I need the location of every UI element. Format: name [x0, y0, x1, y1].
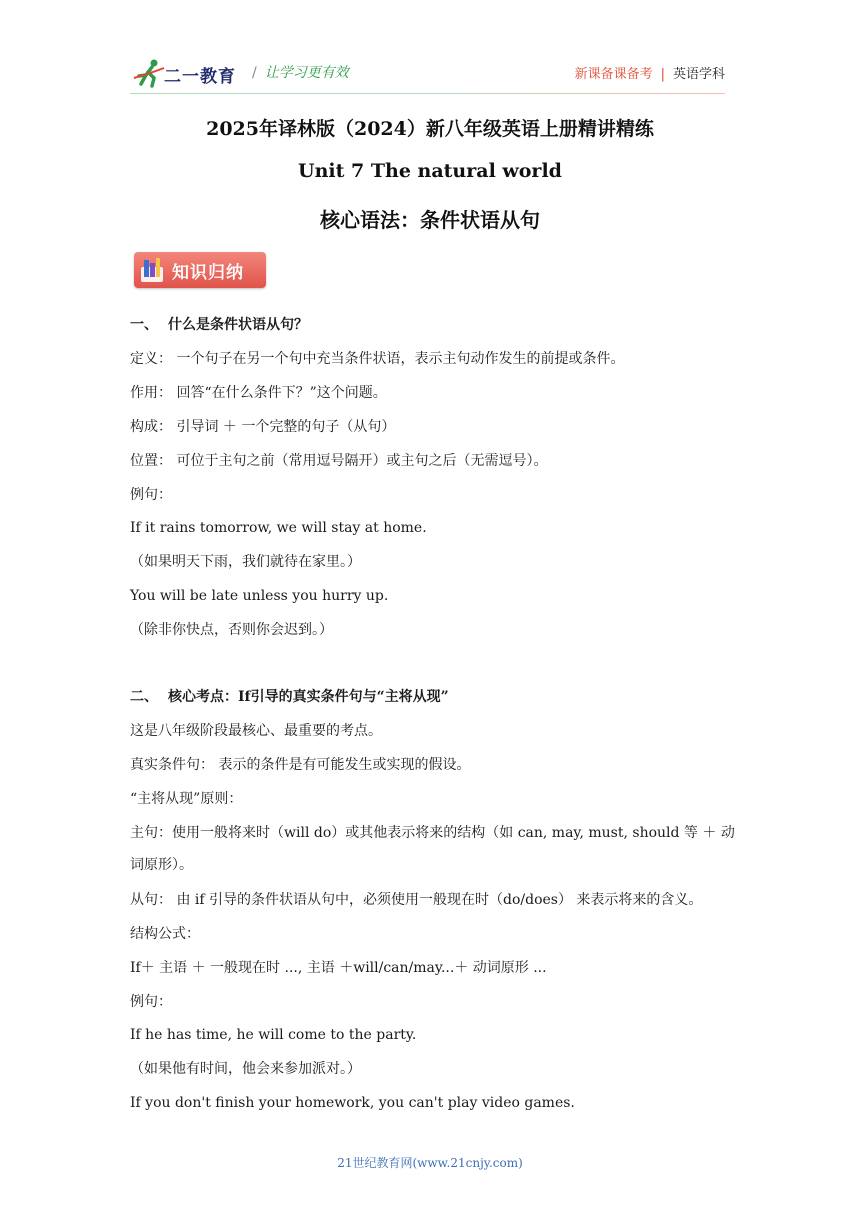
grammar-title: 核心语法：条件状语从句	[320, 208, 540, 232]
example-translation: （除非你快点，否则你会迟到。）	[130, 622, 333, 638]
header-course-label: 新课备课备考	[574, 67, 653, 82]
section-2-line: 这是八年级阶段最核心、最重要的考点。	[130, 723, 382, 739]
slogan	[252, 62, 349, 82]
badge-label: 知识归纳	[172, 263, 244, 283]
section-2-line: 词原形）。	[130, 857, 193, 873]
slogan-text: 让学习更有效	[264, 65, 349, 81]
section-2-line: “主将从现”原则：	[130, 791, 243, 807]
example-sentence: You will be late unless you hurry up.	[130, 588, 389, 604]
header-separator: |	[660, 67, 665, 82]
page-footer: 21世纪教育网(www.21cnjy.com)	[337, 1156, 523, 1170]
knowledge-summary-badge	[134, 252, 266, 288]
example-translation: （如果他有时间，他会来参加派对。）	[130, 1061, 361, 1077]
section-2-line: 真实条件句： 表示的条件是有可能发生或实现的假设。	[130, 757, 471, 773]
example-translation: （如果明天下雨，我们就待在家里。）	[130, 554, 361, 570]
section-2-line: 例句：	[130, 994, 172, 1010]
section-1-heading	[130, 315, 308, 335]
section-1-title: 什么是条件状语从句？	[168, 317, 308, 333]
section-2-heading	[130, 687, 449, 707]
section-2-line: 主句：使用一般将来时（will do）或其他表示将来的结构（如 can, may, must, should 等 ＋ 动	[130, 825, 735, 841]
section-1-line: 定义： 一个句子在另一个句中充当条件状语，表示主句动作发生的前提或条件。	[130, 351, 625, 367]
header-subject	[575, 63, 725, 82]
section-2-number: 二、	[130, 689, 158, 705]
section-1-line: 例句：	[130, 487, 172, 503]
section-1-line: 作用： 回答“在什么条件下？”这个问题。	[130, 385, 387, 401]
section-2-line: 结构公式：	[130, 926, 200, 942]
section-1-line: 构成： 引导词 ＋ 一个完整的句子（从句）	[130, 419, 396, 435]
slogan-separator: /	[252, 65, 257, 81]
example-sentence: If it rains tomorrow, we will stay at home.	[130, 520, 427, 536]
logo-text: 二一教育	[164, 67, 236, 87]
document-title: 2025年译林版（2024）新八年级英语上册精讲精练	[206, 118, 654, 140]
unit-title: Unit 7 The natural world	[298, 160, 562, 182]
structure-formula: If＋ 主语 ＋ 一般现在时 ..., 主语 ＋will/can/may...＋ 动词原形 ...	[130, 960, 547, 976]
section-1-number: 一、	[130, 317, 158, 333]
section-2-line: 从句： 由 if 引导的条件状语从句中，必须使用一般现在时（do/does） 来表示将来的含义。	[130, 892, 703, 908]
books-icon	[140, 257, 164, 283]
section-1-line: 位置： 可位于主句之前（常用逗号隔开）或主句之后（无需逗号）。	[130, 453, 548, 469]
section-2-title: 核心考点：If引导的真实条件句与“主将从现”	[168, 689, 449, 705]
example-sentence: If he has time, he will come to the party.	[130, 1027, 417, 1043]
logo	[130, 58, 250, 88]
example-sentence: If you don't finish your homework, you can't play video games.	[130, 1095, 575, 1111]
runner-logo-icon	[132, 58, 166, 88]
page-header	[130, 54, 725, 94]
header-divider	[130, 93, 725, 94]
header-subject-label: 英语学科	[672, 67, 725, 82]
